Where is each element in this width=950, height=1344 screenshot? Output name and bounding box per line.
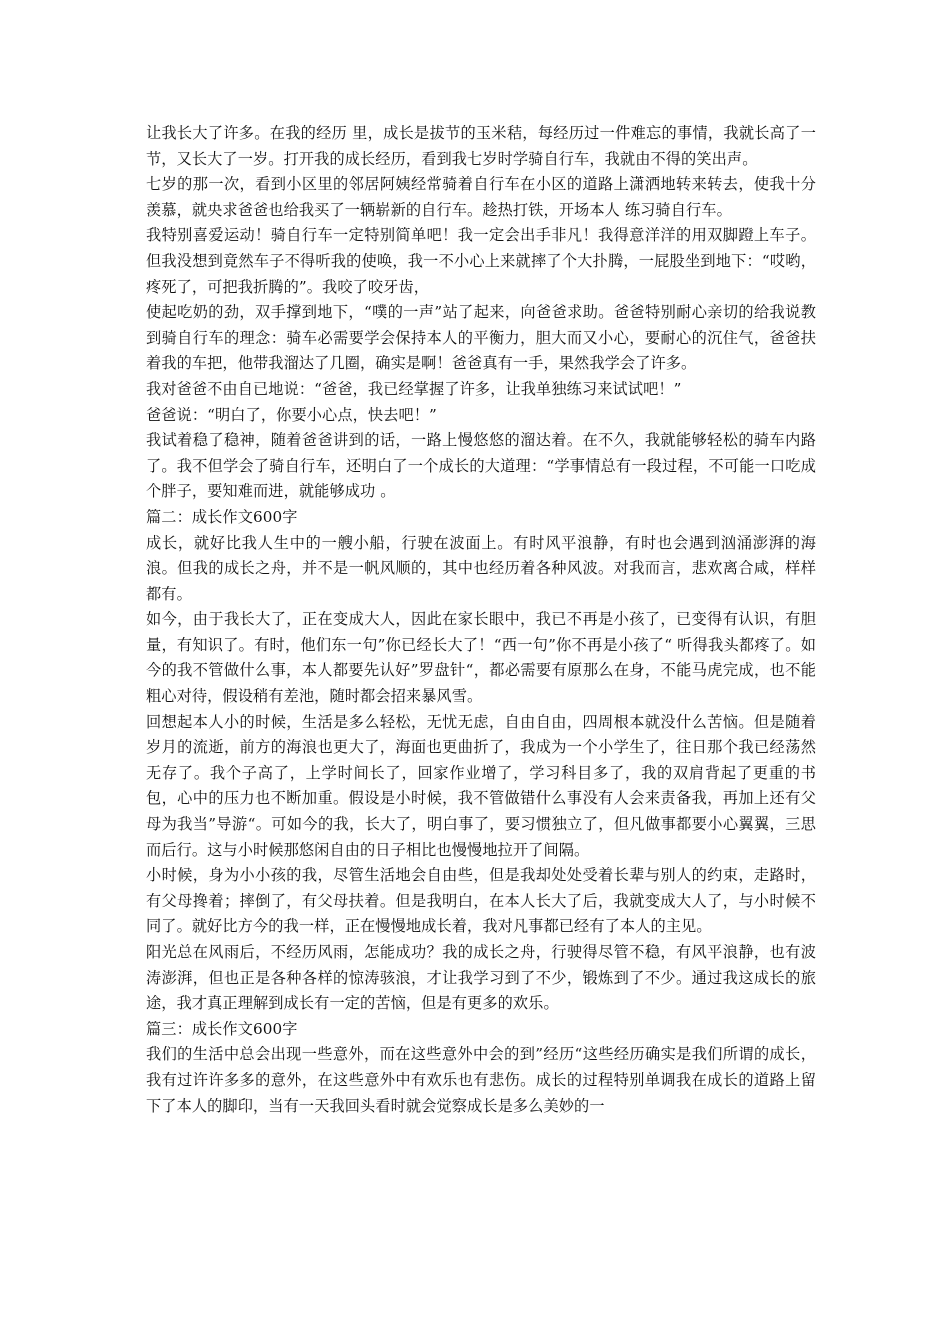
paragraph-6: 爸爸说：“明白了，你要小心点，快去吧！” <box>146 405 437 424</box>
paragraph-4: 使起吃奶的劲，双手撑到地下，“噗的一声”站了起来，向爸爸求助。爸爸特别耐心亲切的给我说教到骑自行车的理念：骑车必需要学会保持本人的平衡力，胆大而又小心，要耐心的沉住气，爸爸扶着我的车把，他带我溜达了几圈，确实是啊！爸爸真有一手，果然我学会了许多。 <box>146 303 816 373</box>
paragraph-3: 我特别喜爱运动！骑自行车一定特别简单吧！我一定会出手非凡！我得意洋洋的用双脚蹬上车子。但我没想到竟然车子不得听我的使唤，我一不小心上来就摔了个大扑腾，一屁股坐到地下：“哎哟，疼死了，可把我折腾的”。我咬了咬牙齿， <box>146 226 816 296</box>
section-heading-2: 篇二：成长作文600字 <box>146 507 298 526</box>
section-heading-3: 篇三：成长作文600字 <box>146 1019 298 1038</box>
paragraph-1: 让我长大了许多。在我的经历 里，成长是拔节的玉米秸，每经历过一件难忘的事情，我就长高了一节，又长大了一岁。打开我的成长经历，看到我七岁时学骑自行车，我就由不得的笑出声。 <box>146 124 816 168</box>
paragraph-13: 我们的生活中总会出现一些意外，而在这些意外中会的到”经历“这些经历确实是我们所谓的成长，我有过许许多多的意外，在这些意外中有欢乐也有悲伤。成长的过程特别单调我在成长的道路上留下了本人的脚印，当有一天我回头看时就会觉察成长是多么美妙的一 <box>146 1045 816 1115</box>
paragraph-2: 七岁的那一次，看到小区里的邻居阿姨经常骑着自行车在小区的道路上潇洒地转来转去，使我十分羡慕，就央求爸爸也给我买了一辆崭新的自行车。趁热打铁，开场本人 练习骑自行车。 <box>146 175 816 219</box>
paragraph-7: 我试着稳了稳神，随着爸爸讲到的话，一路上慢悠悠的溜达着。在不久，我就能够轻松的骑车内路了。我不但学会了骑自行车，还明白了一个成长的大道理：“学事情总有一段过程，不可能一口吃成个胖子，要知难而进，就能够成功 。 <box>146 431 816 501</box>
paragraph-12: 阳光总在风雨后，不经历风雨，怎能成功？我的成长之舟，行驶得尽管不稳，有风平浪静，也有波涛澎湃，但也正是各种各样的惊涛骇浪，才让我学习到了不少，锻炼到了不少。通过我这成长的旅途，我才真正理解到成长有一定的苦恼，但是有更多的欢乐。 <box>146 943 816 1013</box>
paragraph-10: 回想起本人小的时候，生活是多么轻松，无忧无虑，自由自由，四周根本就没什么苦恼。但是随着岁月的流逝，前方的海浪也更大了，海面也更曲折了，我成为一个小学生了，往日那个我已经荡然无存了。我个子高了，上学时间长了，回家作业增了，学习科目多了，我的双肩背起了更重的书包，心中的压力也不断加重。假设是小时候，我不管做错什么事没有人会来责备我，再加上还有父母为我当”导游“。可如今的我，长大了，明白事了，要习惯独立了，但凡做事都要小心翼翼，三思而后行。这与小时候那悠闲自由的日子相比也慢慢地拉开了间隔。 <box>146 712 816 859</box>
paragraph-8: 成长，就好比我人生中的一艘小船，行驶在波面上。有时风平浪静，有时也会遇到汹涌澎湃的海浪。但我的成长之舟，并不是一帆风顺的，其中也经历着各种风波。对我而言，悲欢离合咸，样样都有。 <box>146 533 816 603</box>
paragraph-11: 小时候，身为小小孩的我，尽管生活地会自由些，但是我却处处受着长辈与别人的约束，走路时，有父母搀着；摔倒了，有父母扶着。但是我明白，在本人长大了后，我就变成大人了，与小时候不同了。就好比方今的我一样，正在慢慢地成长着，我对凡事都已经有了本人的主见。 <box>146 866 816 936</box>
paragraph-9: 如今，由于我长大了，正在变成大人，因此在家长眼中，我已不再是小孩了，已变得有认识，有胆量，有知识了。有时，他们东一句”你已经长大了！“西一句”你不再是小孩了“ 听得我头都疼了。如今的我不管做什么事，本人都要先认好”罗盘针“，都必需要有原那么在身，不能马虎完成，也不能粗心对待，假设稍有差池，随时都会招来暴风雪。 <box>146 610 816 706</box>
document-body <box>146 121 816 1119</box>
paragraph-5: 我对爸爸不由自已地说：“爸爸，我已经掌握了许多，让我单独练习来试试吧！” <box>146 379 682 398</box>
